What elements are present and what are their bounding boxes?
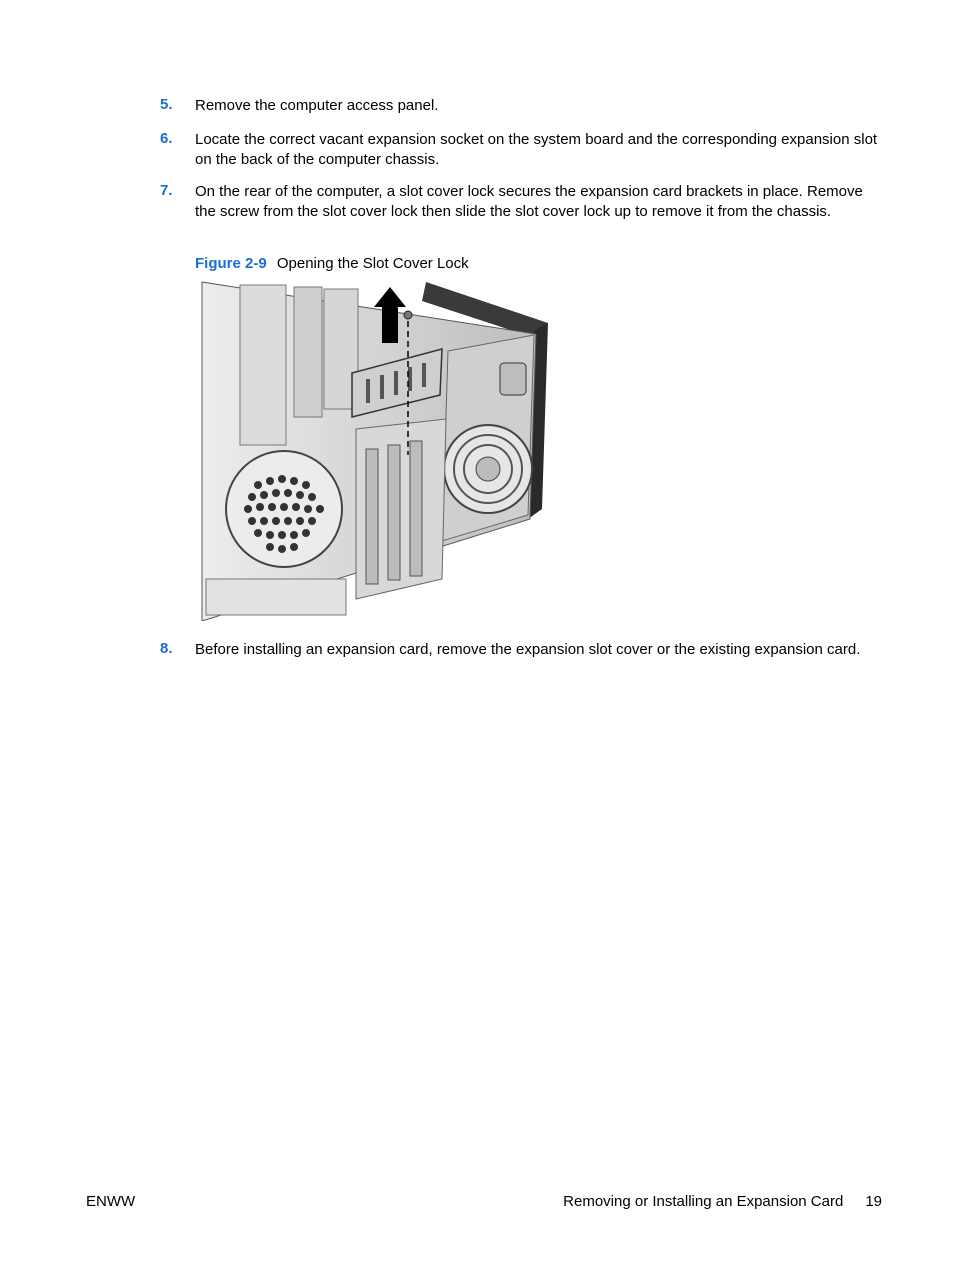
slot-cover-lock-illustration (196, 279, 552, 621)
step-text: Before installing an expansion card, remove the expansion slot cover or the existing expansion card. (195, 641, 861, 658)
footer-section-title: Removing or Installing an Expansion Card (563, 1193, 844, 1210)
footer-left-label: ENWW (86, 1193, 136, 1210)
figure-title: Opening the Slot Cover Lock (276, 255, 469, 272)
page-number: 19 (865, 1193, 882, 1210)
step-number: 5. (160, 96, 173, 113)
step-number: 8. (160, 640, 173, 657)
step-text: On the rear of the computer, a slot cover lock secures the expansion card brackets in place. Remove the screw from the slot cover lock then slide the slot cover lock up to remove it from the chassis. (195, 183, 863, 220)
step-number: 6. (160, 130, 173, 147)
figure-label: Figure 2-9 (195, 255, 267, 272)
step-text: Remove the computer access panel. (195, 97, 439, 114)
figure-caption (195, 255, 469, 272)
step-text: Locate the correct vacant expansion socket on the system board and the corresponding expansion slot on the back of the computer chassis. (195, 131, 878, 168)
footer-right (563, 1193, 882, 1210)
step-number: 7. (160, 182, 173, 199)
